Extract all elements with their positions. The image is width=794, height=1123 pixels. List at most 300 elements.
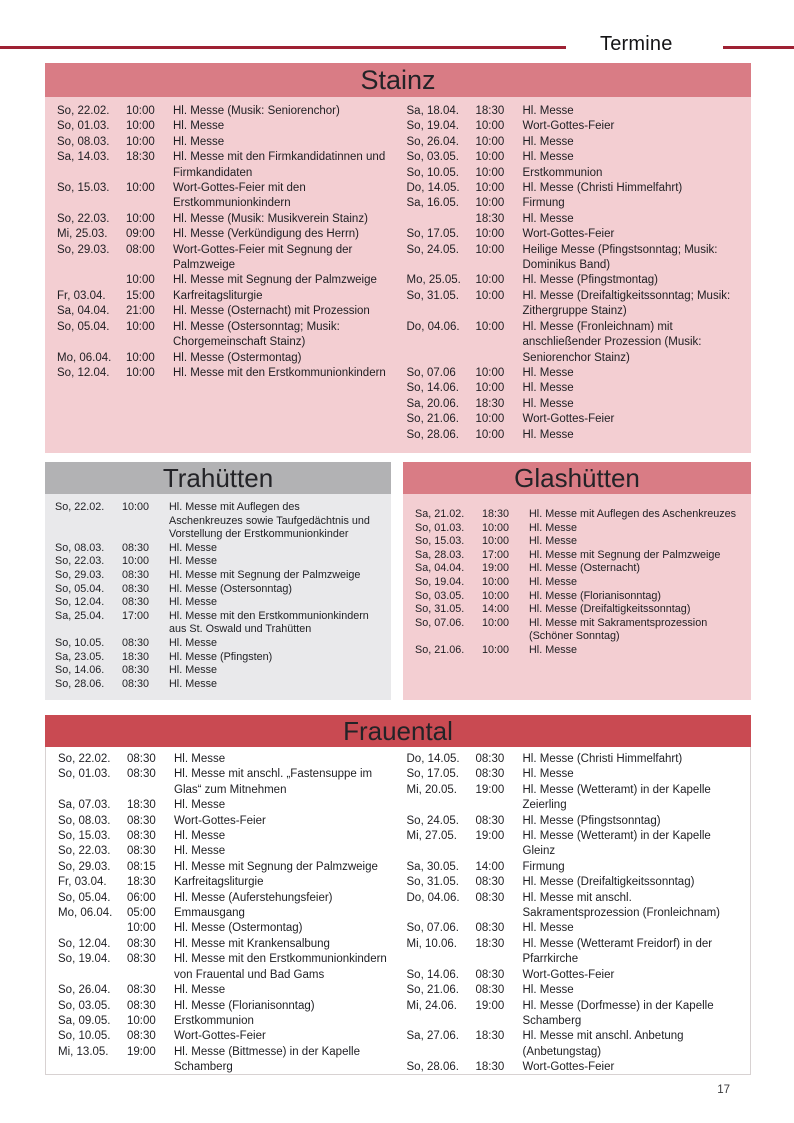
entry-time: 10:00 bbox=[127, 1014, 156, 1027]
entry-description: Wort-Gottes-Feier mit Segnung der Palmzweige bbox=[173, 243, 353, 272]
entry-time: 06:00 bbox=[127, 891, 156, 904]
entry-date: Sa, 14.03. bbox=[57, 151, 110, 164]
entry-description: Hl. Messe bbox=[522, 768, 574, 781]
entry-date: So, 14.06. bbox=[406, 968, 459, 981]
entry-description: Hl. Messe mit anschl. „Fastensuppe im Glas“ zum Mitnehmen bbox=[174, 768, 373, 796]
entry-time: 08:30 bbox=[475, 891, 505, 904]
entry-description: Hl. Messe bbox=[522, 397, 574, 410]
entry-description: Hl. Messe (Wetteramt) in der Kapelle Zeierling bbox=[522, 783, 711, 812]
entry-description: Hl. Messe (Pfingstsonntag) bbox=[522, 814, 661, 827]
entry-description: Hl. Messe bbox=[174, 984, 226, 997]
schedule-entry bbox=[58, 814, 394, 829]
page-kicker: Termine bbox=[600, 33, 673, 55]
entry-date: So, 15.03. bbox=[58, 830, 111, 843]
entry-description: Hl. Messe (Ostersonntag) bbox=[169, 582, 293, 595]
schedule-column bbox=[415, 508, 743, 658]
schedule-entry bbox=[58, 999, 394, 1014]
schedule-entry bbox=[407, 150, 744, 165]
schedule-entry bbox=[415, 549, 743, 563]
entry-date: So, 22.02. bbox=[57, 105, 110, 117]
entry-description: Hl. Messe mit Segnung der Palmzweige bbox=[174, 860, 378, 873]
entry-description: Hl. Messe mit den Erstkommunionkindern bbox=[173, 366, 386, 379]
entry-time: 10:00 bbox=[475, 243, 505, 256]
entry-description: Hl. Messe bbox=[169, 664, 217, 677]
entry-time: 08:30 bbox=[122, 664, 150, 677]
entry-date: So, 01.03. bbox=[415, 521, 465, 534]
entry-description: Hl. Messe (Ostermontag) bbox=[174, 922, 303, 935]
entry-date: So, 28.06. bbox=[55, 677, 105, 690]
entry-time: 10:00 bbox=[482, 616, 510, 629]
entry-time: 10:00 bbox=[475, 135, 505, 148]
entry-description: Hl. Messe (Bittmesse) in der Kapelle Schamberg bbox=[174, 1045, 360, 1074]
entry-time: 08:00 bbox=[126, 243, 155, 256]
schedule-entry bbox=[407, 166, 744, 181]
entry-date: So, 22.03. bbox=[55, 555, 105, 568]
schedule-entry bbox=[407, 752, 743, 767]
entry-time: 17:00 bbox=[122, 609, 150, 622]
entry-time: 10:00 bbox=[475, 413, 505, 426]
schedule-entry bbox=[57, 351, 394, 366]
entry-time: 19:00 bbox=[127, 1045, 156, 1058]
schedule-entry bbox=[407, 1060, 743, 1075]
schedule-entry bbox=[57, 273, 394, 288]
entry-time: 08:30 bbox=[122, 636, 150, 649]
schedule-entry bbox=[57, 119, 394, 134]
schedule-entry bbox=[55, 555, 375, 569]
entry-time: 18:30 bbox=[475, 105, 505, 117]
entry-date: So, 10.05. bbox=[55, 636, 105, 649]
entry-date: So, 03.05. bbox=[415, 589, 465, 602]
entry-time: 10:00 bbox=[475, 197, 505, 210]
schedule-entry bbox=[407, 196, 744, 211]
entry-date: So, 03.05. bbox=[406, 151, 459, 164]
entry-description: Wort-Gottes-Feier mit den Erstkommunionkindern bbox=[173, 182, 306, 210]
entry-date: So, 31.05. bbox=[415, 603, 465, 616]
entry-description: Hl. Messe mit Segnung der Palmzweige bbox=[529, 548, 721, 561]
entry-date: So, 07.06 bbox=[406, 366, 456, 379]
entry-date: So, 08.03. bbox=[57, 135, 110, 148]
entry-time: 19:00 bbox=[482, 562, 510, 575]
entry-time: 18:30 bbox=[475, 397, 505, 410]
entry-time: 08:30 bbox=[127, 768, 156, 781]
entry-description: Hl. Messe bbox=[529, 643, 577, 656]
section-glashuetten-title: Glashütten bbox=[514, 462, 640, 493]
entry-date bbox=[407, 212, 469, 227]
entry-date: So, 28.06. bbox=[406, 1061, 459, 1074]
entry-date: So, 10.05. bbox=[58, 1030, 111, 1043]
entry-date: Sa, 30.05. bbox=[406, 860, 459, 873]
schedule-column-left bbox=[58, 752, 394, 1074]
entry-time: 10:00 bbox=[475, 428, 505, 441]
schedule-entry bbox=[415, 603, 743, 617]
entry-time: 10:00 bbox=[126, 212, 155, 225]
entry-date bbox=[57, 273, 119, 288]
schedule-entry bbox=[407, 135, 744, 150]
entry-date: So, 28.06. bbox=[406, 428, 459, 441]
entry-description: Wort-Gottes-Feier bbox=[174, 814, 266, 827]
schedule-entry bbox=[58, 1029, 394, 1044]
entry-time: 10:00 bbox=[475, 289, 505, 302]
section-glashuetten-body bbox=[403, 494, 751, 700]
entry-description: Hl. Messe bbox=[169, 555, 217, 568]
schedule-entry bbox=[407, 767, 743, 782]
entry-date: So, 26.04. bbox=[58, 984, 111, 997]
entry-description: Hl. Messe bbox=[522, 105, 574, 117]
schedule-entry bbox=[55, 678, 375, 692]
entry-date: Do, 04.06. bbox=[406, 891, 460, 904]
entry-description: Wort-Gottes-Feier bbox=[174, 1030, 266, 1043]
entry-description: Hl. Messe bbox=[522, 135, 574, 148]
entry-time: 10:00 bbox=[482, 575, 510, 588]
entry-time: 08:30 bbox=[127, 953, 156, 966]
entry-date: Mi, 25.03. bbox=[57, 228, 108, 241]
entry-time: 18:30 bbox=[475, 212, 505, 225]
entry-date: So, 21.06. bbox=[406, 984, 459, 997]
schedule-entry bbox=[407, 366, 744, 381]
schedule-entry bbox=[407, 181, 744, 196]
entry-description: Hl. Messe mit anschl. Anbetung (Anbetungstag) bbox=[522, 1030, 684, 1058]
entry-date: So, 31.05. bbox=[406, 876, 459, 889]
entry-description: Karfreitagsliturgie bbox=[174, 876, 264, 889]
entry-time: 08:30 bbox=[475, 753, 505, 765]
section-trahuetten bbox=[45, 462, 391, 700]
entry-description: Hl. Messe (Verkündigung des Herrn) bbox=[173, 228, 359, 241]
entry-time: 10:00 bbox=[475, 366, 505, 379]
entry-description: Hl. Messe (Osternacht) mit Prozession bbox=[173, 305, 370, 318]
entry-description: Wort-Gottes-Feier bbox=[522, 1061, 615, 1074]
entry-time: 10:00 bbox=[126, 366, 155, 379]
entry-description: Hl. Messe bbox=[169, 596, 217, 609]
entry-description: Hl. Messe (Christi Himmelfahrt) bbox=[522, 182, 683, 195]
entry-description: Hl. Messe (Musik: Musikverein Stainz) bbox=[173, 212, 368, 225]
entry-description: Hl. Messe (Fronleichnam) mit anschließender Prozession (Musik: Seniorenchor Stainz) bbox=[522, 320, 702, 364]
entry-description: Hl. Messe bbox=[169, 636, 217, 649]
entry-date: So, 24.05. bbox=[406, 814, 459, 827]
entry-date: So, 14.06. bbox=[55, 664, 105, 677]
schedule-entry bbox=[57, 243, 394, 274]
entry-time: 17:00 bbox=[482, 548, 510, 561]
entry-date: So, 05.04. bbox=[57, 320, 110, 333]
section-stainz-header bbox=[45, 63, 751, 97]
entry-description: Hl. Messe bbox=[174, 830, 226, 843]
schedule-entry bbox=[407, 860, 743, 875]
entry-date: So, 03.05. bbox=[58, 999, 111, 1012]
entry-time: 18:30 bbox=[122, 650, 150, 663]
schedule-entry bbox=[58, 983, 394, 998]
section-trahuetten-body bbox=[45, 494, 391, 700]
schedule-entry bbox=[407, 212, 744, 227]
entry-date: So, 15.03. bbox=[415, 535, 465, 548]
schedule-entry bbox=[407, 243, 744, 274]
schedule-entry bbox=[415, 644, 743, 658]
entry-time: 08:30 bbox=[475, 768, 505, 781]
section-frauental-title: Frauental bbox=[343, 715, 453, 746]
entry-date: Sa, 04.04. bbox=[415, 562, 465, 575]
entry-time: 18:30 bbox=[475, 1061, 505, 1074]
entry-time: 08:30 bbox=[475, 922, 505, 935]
schedule-entry bbox=[57, 212, 394, 227]
entry-date: So, 07.06. bbox=[415, 616, 465, 629]
entry-description: Hl. Messe bbox=[522, 922, 574, 935]
entry-date: Sa, 20.06. bbox=[406, 397, 459, 410]
schedule-entry bbox=[407, 104, 744, 119]
schedule-entry bbox=[415, 590, 743, 604]
entry-date: So, 19.04. bbox=[406, 120, 459, 133]
schedule-entry bbox=[55, 596, 375, 610]
entry-time: 10:00 bbox=[126, 320, 155, 333]
schedule-entry bbox=[407, 891, 743, 922]
schedule-entry bbox=[58, 829, 394, 844]
entry-description: Hl. Messe (Dreifaltigkeitssonntag; Musik: Zithergruppe Stainz) bbox=[522, 289, 731, 318]
entry-date: Mi, 10.06. bbox=[406, 937, 457, 950]
entry-description: Hl. Messe (Pfingstmontag) bbox=[522, 274, 658, 287]
schedule-entry bbox=[57, 181, 394, 212]
entry-time: 10:00 bbox=[475, 382, 505, 395]
entry-time: 10:00 bbox=[126, 105, 155, 117]
section-trahuetten-header bbox=[45, 462, 391, 494]
entry-description: Hl. Messe (Auferstehungsfeier) bbox=[174, 891, 333, 904]
entry-date: Do, 14.05. bbox=[406, 753, 460, 765]
schedule-entry bbox=[58, 952, 394, 983]
schedule-entry bbox=[407, 921, 743, 936]
entry-time: 10:00 bbox=[127, 922, 156, 935]
schedule-entry bbox=[407, 119, 744, 134]
entry-date: So, 08.03. bbox=[58, 814, 111, 827]
header-rule-left bbox=[0, 46, 566, 49]
entry-date: Fr, 03.04. bbox=[57, 289, 106, 302]
entry-time: 08:30 bbox=[122, 568, 150, 581]
schedule-entry bbox=[407, 968, 743, 983]
entry-date: So, 22.02. bbox=[55, 501, 105, 513]
section-stainz-title: Stainz bbox=[360, 64, 436, 95]
schedule-entry bbox=[415, 508, 743, 522]
entry-date: So, 19.04. bbox=[58, 953, 111, 966]
entry-date: So, 17.05. bbox=[406, 768, 459, 781]
entry-description: Hl. Messe (Florianisonntag) bbox=[174, 999, 315, 1012]
entry-description: Hl. Messe bbox=[529, 535, 577, 548]
schedule-column bbox=[55, 501, 375, 691]
entry-time: 18:30 bbox=[127, 799, 156, 812]
entry-time: 08:30 bbox=[127, 984, 156, 997]
schedule-entry bbox=[55, 542, 375, 556]
section-frauental-body bbox=[45, 747, 751, 1075]
entry-date: Sa, 28.03. bbox=[415, 548, 465, 561]
entry-time: 18:30 bbox=[127, 876, 156, 889]
schedule-entry bbox=[57, 227, 394, 242]
entry-time: 19:00 bbox=[475, 783, 505, 796]
entry-date: Sa, 21.02. bbox=[415, 508, 465, 520]
schedule-entry bbox=[58, 752, 394, 767]
entry-description: Erstkommunion bbox=[174, 1014, 254, 1027]
page-number: 17 bbox=[717, 1084, 730, 1096]
header-rule-right bbox=[723, 46, 794, 49]
entry-date: So, 29.03. bbox=[57, 243, 110, 256]
schedule-entry bbox=[415, 617, 743, 644]
schedule-entry bbox=[415, 562, 743, 576]
entry-description: Hl. Messe mit Krankensalbung bbox=[174, 937, 330, 950]
schedule-entry bbox=[57, 304, 394, 319]
entry-date: So, 12.04. bbox=[55, 596, 105, 609]
entry-description: Hl. Messe bbox=[522, 366, 574, 379]
entry-description: Hl. Messe bbox=[174, 753, 226, 765]
schedule-entry bbox=[407, 397, 744, 412]
entry-time: 10:00 bbox=[126, 182, 155, 195]
schedule-entry bbox=[407, 289, 744, 320]
entry-description: Hl. Messe (Ostersonntag; Musik: Chorgemeinschaft Stainz) bbox=[173, 320, 340, 349]
entry-time: 14:00 bbox=[475, 860, 505, 873]
entry-time: 10:00 bbox=[475, 274, 505, 287]
entry-description: Wort-Gottes-Feier bbox=[522, 228, 615, 241]
entry-date: So, 12.04. bbox=[58, 937, 111, 950]
entry-date: So, 22.03. bbox=[57, 212, 110, 225]
entry-description: Erstkommunion bbox=[522, 166, 603, 179]
section-glashuetten-header bbox=[403, 462, 751, 494]
schedule-entry bbox=[55, 569, 375, 583]
entry-date: So, 29.03. bbox=[55, 568, 105, 581]
entry-date: Fr, 03.04. bbox=[58, 876, 107, 889]
section-frauental bbox=[45, 715, 751, 1075]
entry-description: Hl. Messe bbox=[169, 677, 217, 690]
entry-time: 10:00 bbox=[475, 182, 505, 195]
entry-date: Mo, 25.05. bbox=[406, 274, 461, 287]
entry-date: So, 19.04. bbox=[415, 575, 465, 588]
schedule-entry bbox=[55, 637, 375, 651]
entry-date: So, 15.03. bbox=[57, 182, 110, 195]
entry-date: Mi, 24.06. bbox=[406, 999, 457, 1012]
schedule-entry bbox=[58, 798, 394, 813]
entry-description: Hl. Messe bbox=[173, 135, 225, 148]
schedule-entry bbox=[55, 664, 375, 678]
entry-description: Firmung bbox=[522, 860, 565, 873]
schedule-entry bbox=[407, 227, 744, 242]
entry-time: 05:00 bbox=[127, 907, 156, 920]
entry-time: 14:00 bbox=[482, 603, 510, 616]
entry-time: 10:00 bbox=[126, 135, 155, 148]
entry-description: Hl. Messe (Dorfmesse) in der Kapelle Schamberg bbox=[522, 999, 714, 1027]
section-stainz bbox=[45, 63, 751, 453]
entry-time: 08:30 bbox=[127, 814, 156, 827]
schedule-entry bbox=[407, 783, 743, 814]
entry-description: Hl. Messe mit den Erstkommunionkindern von Frauental und Bad Gams bbox=[174, 953, 387, 981]
schedule-column-right bbox=[407, 104, 744, 443]
entry-time: 08:30 bbox=[122, 582, 150, 595]
entry-description: Hl. Messe mit anschl. Sakramentsprozession (Fronleichnam) bbox=[522, 891, 720, 920]
entry-time: 10:00 bbox=[475, 320, 505, 333]
entry-description: Hl. Messe (Dreifaltigkeitssonntag) bbox=[529, 603, 691, 616]
entry-date: Sa, 27.06. bbox=[406, 1030, 459, 1043]
entry-date: Sa, 18.04. bbox=[406, 105, 459, 117]
schedule-column-right bbox=[407, 752, 743, 1074]
schedule-entry bbox=[407, 412, 744, 427]
entry-date: Do, 04.06. bbox=[406, 320, 460, 333]
schedule-column-left bbox=[57, 104, 394, 443]
entry-time: 19:00 bbox=[475, 830, 505, 843]
entry-date: So, 12.04. bbox=[57, 366, 110, 379]
entry-date: So, 17.05. bbox=[406, 228, 459, 241]
entry-description: Hl. Messe bbox=[529, 521, 577, 534]
entry-time: 10:00 bbox=[482, 643, 510, 656]
entry-time: 08:30 bbox=[475, 876, 505, 889]
section-stainz-body bbox=[45, 97, 751, 453]
schedule-entry bbox=[407, 273, 744, 288]
schedule-entry bbox=[407, 983, 743, 998]
entry-time: 08:30 bbox=[127, 999, 156, 1012]
entry-time: 18:30 bbox=[126, 151, 155, 164]
entry-date: Mi, 27.05. bbox=[406, 830, 457, 843]
entry-time: 10:00 bbox=[475, 120, 505, 133]
schedule-entry bbox=[55, 583, 375, 597]
entry-date: So, 01.03. bbox=[57, 120, 110, 133]
entry-time: 15:00 bbox=[126, 289, 155, 302]
entry-time: 10:00 bbox=[126, 120, 155, 133]
entry-date: So, 05.04. bbox=[58, 891, 111, 904]
entry-date: Mi, 13.05. bbox=[58, 1045, 109, 1058]
schedule-entry bbox=[407, 937, 743, 968]
entry-date: Do, 14.05. bbox=[406, 182, 460, 195]
entry-description: Hl. Messe (Christi Himmelfahrt) bbox=[522, 753, 683, 765]
entry-description: Hl. Messe (Dreifaltigkeitssonntag) bbox=[522, 876, 695, 889]
entry-time: 10:00 bbox=[126, 274, 155, 287]
entry-time: 10:00 bbox=[482, 521, 510, 534]
entry-time: 08:30 bbox=[475, 814, 505, 827]
entry-description: Hl. Messe bbox=[522, 151, 574, 164]
schedule-entry bbox=[58, 891, 394, 906]
schedule-entry bbox=[407, 320, 744, 366]
entry-time: 21:00 bbox=[126, 305, 155, 318]
entry-time: 08:30 bbox=[127, 753, 156, 765]
entry-time: 08:30 bbox=[122, 596, 150, 609]
entry-date: So, 08.03. bbox=[55, 541, 105, 554]
entry-time: 08:30 bbox=[475, 984, 505, 997]
entry-description: Hl. Messe bbox=[529, 575, 577, 588]
schedule-entry bbox=[55, 651, 375, 665]
entry-description: Hl. Messe bbox=[169, 541, 217, 554]
entry-date: So, 05.04. bbox=[55, 582, 105, 595]
schedule-entry bbox=[57, 135, 394, 150]
schedule-entry bbox=[58, 860, 394, 875]
entry-description: Hl. Messe (Wetteramt Freidorf) in der Pfarrkirche bbox=[522, 937, 713, 966]
schedule-entry bbox=[58, 937, 394, 952]
entry-time: 08:15 bbox=[127, 860, 156, 873]
entry-description: Hl. Messe bbox=[522, 382, 574, 395]
entry-description: Hl. Messe bbox=[173, 120, 225, 133]
schedule-entry bbox=[58, 921, 394, 936]
entry-description: Hl. Messe bbox=[522, 984, 574, 997]
entry-date: So, 07.06. bbox=[406, 922, 459, 935]
entry-description: Hl. Messe mit den Firmkandidatinnen und Firmkandidaten bbox=[173, 151, 386, 179]
entry-date: Sa, 04.04. bbox=[57, 305, 110, 318]
section-frauental-header bbox=[45, 715, 751, 747]
entry-description: Hl. Messe mit Auflegen des Aschenkreuzes bbox=[529, 508, 737, 520]
entry-date: So, 01.03. bbox=[58, 768, 111, 781]
schedule-entry bbox=[415, 535, 743, 549]
entry-date: Sa, 16.05. bbox=[406, 197, 459, 210]
schedule-entry bbox=[407, 999, 743, 1030]
schedule-entry bbox=[57, 320, 394, 351]
entry-description: Hl. Messe (Ostermontag) bbox=[173, 351, 302, 364]
entry-date: So, 24.05. bbox=[406, 243, 459, 256]
entry-description: Wort-Gottes-Feier bbox=[522, 968, 615, 981]
schedule-entry bbox=[415, 522, 743, 536]
entry-date: Sa, 07.03. bbox=[58, 799, 111, 812]
entry-date: So, 22.03. bbox=[58, 845, 111, 858]
entry-time: 10:00 bbox=[122, 555, 150, 568]
entry-time: 10:00 bbox=[475, 151, 505, 164]
entry-description: Hl. Messe bbox=[522, 428, 574, 441]
schedule-entry bbox=[58, 1045, 394, 1076]
entry-time: 08:30 bbox=[127, 937, 156, 950]
entry-time: 10:00 bbox=[482, 535, 510, 548]
